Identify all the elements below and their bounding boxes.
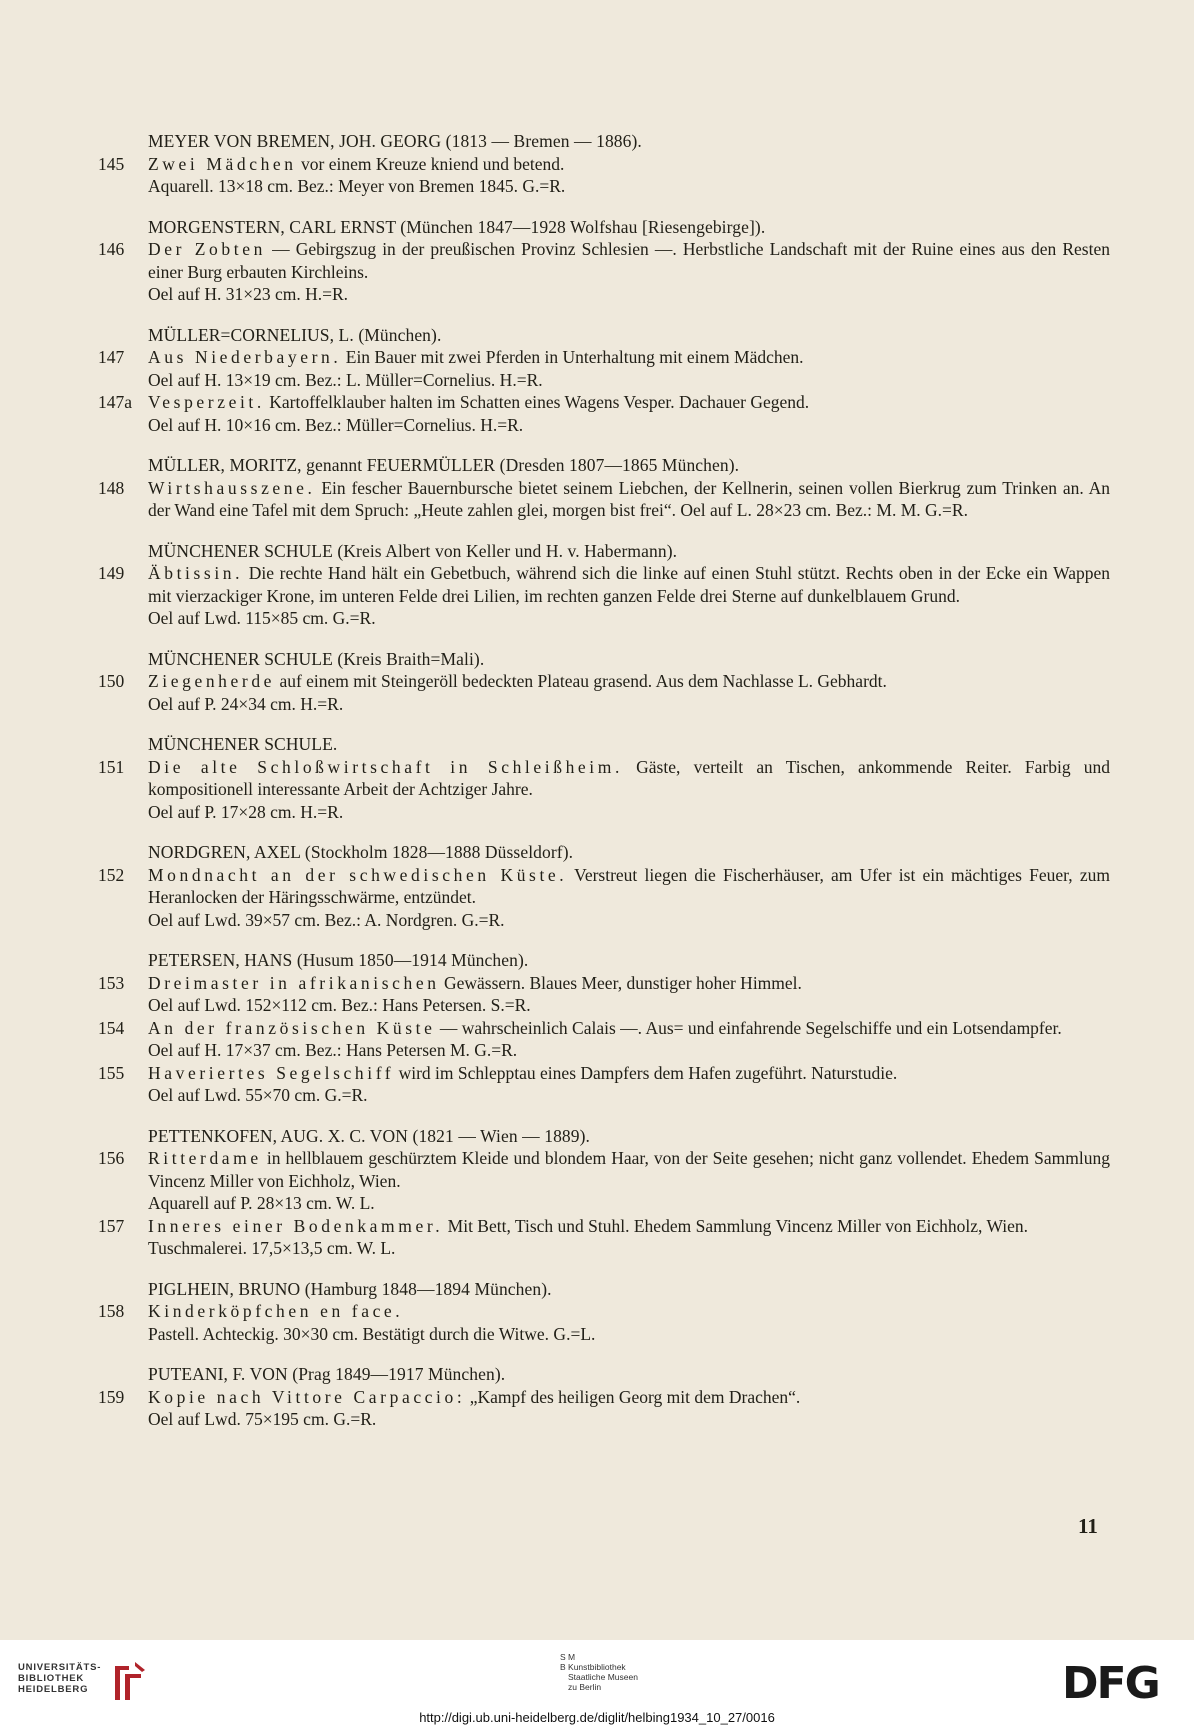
artist-info: (Kreis Braith=Mali). bbox=[337, 648, 485, 669]
lot-medium-line: Oel auf Lwd. 39×57 cm. Bez.: A. Nordgren. G.=R. bbox=[148, 909, 505, 930]
artist-name: MEYER VON BREMEN, JOH. GEORG bbox=[148, 131, 442, 151]
artist-heading bbox=[98, 841, 1110, 864]
lot-medium-line: Oel auf P. 24×34 cm. H.=R. bbox=[148, 693, 344, 714]
artist-heading bbox=[98, 130, 1110, 153]
artist-heading bbox=[98, 949, 1110, 972]
lot-title: Der Zobten bbox=[148, 239, 266, 259]
dfg-logo[interactable]: DFG bbox=[1062, 1658, 1159, 1709]
smb-line: Staatliche Museen bbox=[568, 1672, 638, 1682]
lot-number: 154 bbox=[98, 1017, 125, 1038]
catalog-entry bbox=[98, 562, 1110, 630]
lot-number: 157 bbox=[98, 1215, 125, 1236]
lot-text: Gäste, verteilt an Tischen, ankommende Reiter. Farbig und kompositionell interessante Arbeit der Achtziger Jahre. bbox=[148, 756, 1111, 799]
lot-title: Kinderköpfchen en face. bbox=[148, 1301, 404, 1321]
lot-text: auf einem mit Steingeröll bedeckten Plateau grasend. Aus dem Nachlasse L. Gebhardt. bbox=[279, 671, 887, 691]
catalog-entry bbox=[98, 1300, 1110, 1345]
lot-number: 146 bbox=[98, 239, 125, 259]
catalog-entry bbox=[98, 238, 1110, 306]
lot-description bbox=[148, 238, 1110, 283]
lot-medium-line: Oel auf H. 10×16 cm. Bez.: Müller=Cornelius. H.=R. bbox=[148, 414, 524, 435]
artist-name: MÜLLER, MORITZ, bbox=[148, 455, 302, 475]
lot-description bbox=[148, 670, 1110, 693]
catalog-content bbox=[98, 130, 1110, 1431]
lot-text: wird im Schlepptau eines Dampfers dem Hafen zugeführt. Naturstudie. bbox=[398, 1062, 898, 1083]
artist-section bbox=[98, 540, 1110, 630]
catalog-entry bbox=[98, 1062, 1110, 1107]
lot-title: Vesperzeit. bbox=[148, 392, 265, 412]
catalog-entry bbox=[98, 153, 1110, 198]
source-url-link[interactable]: http://digi.ub.uni-heidelberg.de/diglit/helbing1934_10_27/0016 bbox=[419, 1710, 775, 1725]
lot-text: Gewässern. Blaues Meer, dunstiger hoher Himmel. bbox=[443, 972, 802, 993]
library-line: HEIDELBERG bbox=[18, 1684, 89, 1695]
lot-number: 158 bbox=[98, 1301, 125, 1321]
lot-text: — Gebirgszug in der preußischen Provinz Schlesien —. Herbstliche Landschaft mit der Ruine eines aus den Resten einer Burg erbauten Kirchleins. bbox=[148, 239, 1110, 282]
artist-section bbox=[98, 130, 1110, 198]
lot-number: 145 bbox=[98, 153, 125, 174]
artist-section bbox=[98, 324, 1110, 437]
lot-title: Wirtshausszene. bbox=[148, 477, 316, 498]
artist-heading bbox=[98, 1125, 1110, 1148]
lot-medium-line: Oel auf Lwd. 55×70 cm. G.=R. bbox=[148, 1085, 368, 1105]
artist-heading bbox=[98, 1363, 1110, 1386]
library-line: UNIVERSITÄTS- bbox=[18, 1662, 102, 1673]
artist-heading bbox=[98, 648, 1110, 671]
artist-heading bbox=[98, 324, 1110, 347]
artist-info: (München 1847—1928 Wolfshau [Riesengebirge]). bbox=[400, 216, 766, 237]
catalog-entry bbox=[98, 477, 1110, 522]
lot-number: 155 bbox=[98, 1062, 125, 1083]
artist-section bbox=[98, 454, 1110, 522]
smb-kunstbibliothek-logo[interactable] bbox=[560, 1652, 638, 1692]
lot-description bbox=[148, 1386, 1110, 1409]
lot-title: Ziegenherde bbox=[148, 671, 276, 691]
library-logo-icon bbox=[111, 1660, 147, 1704]
lot-number: 156 bbox=[98, 1148, 125, 1168]
lot-text: Kartoffelklauber halten im Schatten eines Wagens Vesper. Dachauer Gegend. bbox=[269, 392, 810, 412]
lot-text: Mit Bett, Tisch und Stuhl. Ehedem Sammlung Vincenz Miller von Eichholz, Wien. bbox=[447, 1215, 1029, 1236]
library-line: BIBLIOTHEK bbox=[18, 1673, 85, 1684]
artist-info: genannt FEUERMÜLLER (Dresden 1807—1865 München). bbox=[306, 455, 740, 475]
university-library-logo[interactable] bbox=[18, 1662, 148, 1706]
footer-bar bbox=[0, 1640, 1194, 1726]
artist-heading bbox=[98, 733, 1110, 756]
artist-info: (Kreis Albert von Keller und H. v. Habermann). bbox=[337, 540, 678, 561]
artist-info: (Hamburg 1848—1894 München). bbox=[304, 1278, 552, 1299]
artist-name: PIGLHEIN, BRUNO bbox=[148, 1278, 301, 1299]
artist-info: (Husum 1850—1914 München). bbox=[296, 950, 529, 970]
artist-section bbox=[98, 949, 1110, 1107]
catalog-entry bbox=[98, 756, 1110, 824]
artist-info: (1821 — Wien — 1889). bbox=[412, 1125, 591, 1146]
page-number: 11 bbox=[1078, 1514, 1098, 1538]
artist-info: (München). bbox=[358, 324, 442, 345]
catalog-entry bbox=[98, 1017, 1110, 1062]
lot-text: in hellblauem geschürztem Kleide und blondem Haar, von der Seite gesehen; nicht ganz vollendet. Ehedem Sammlung Vincenz Miller von Eichholz, Wien. bbox=[148, 1148, 1110, 1191]
lot-title: Ritterdame bbox=[148, 1148, 262, 1168]
lot-medium-line: Pastell. Achteckig. 30×30 cm. Bestätigt durch die Witwe. G.=L. bbox=[148, 1323, 596, 1344]
lot-text: Ein fescher Bauernbursche bietet seinem Liebchen, der Kellnerin, seinen vollen Bierkrug zum Trinken an. An der Wand eine Tafel mit dem Spruch: „Heute zahlen glei, morgen bist frei“. Oel auf L. 28×23 cm. Bez.: M. M. G.=R. bbox=[148, 477, 1110, 520]
lot-description bbox=[148, 153, 1110, 176]
catalog-entry bbox=[98, 1147, 1110, 1215]
lot-text: Die rechte Hand hält ein Gebetbuch, während sich die linke auf einen Stuhl stützt. Rechts oben in der Ecke ein Wappen mit vierzackiger Krone, im unteren Felde drei Lilien, im rechten ganzen Felde drei Sterne auf dunkelblauem Grund. bbox=[148, 563, 1110, 606]
artist-info: (1813 — Bremen — 1886). bbox=[445, 131, 642, 151]
smb-line: zu Berlin bbox=[568, 1682, 602, 1692]
lot-medium-line: Oel auf Lwd. 115×85 cm. G.=R. bbox=[148, 608, 376, 628]
artist-name: PETTENKOFEN, AUG. X. C. VON bbox=[148, 1125, 409, 1146]
artist-name: MORGENSTERN, CARL ERNST bbox=[148, 216, 396, 237]
lot-medium-line: Tuschmalerei. 17,5×13,5 cm. W. L. bbox=[148, 1238, 396, 1258]
catalog-entry bbox=[98, 391, 1110, 436]
artist-heading bbox=[98, 454, 1110, 477]
lot-number: 150 bbox=[98, 671, 125, 691]
lot-number: 147 bbox=[98, 347, 125, 367]
lot-title: Zwei Mädchen bbox=[148, 153, 297, 174]
lot-title: An der französischen Küste bbox=[148, 1017, 436, 1038]
lot-number: 152 bbox=[98, 864, 125, 885]
lot-number: 153 bbox=[98, 972, 125, 993]
lot-description bbox=[148, 1062, 1110, 1085]
catalog-entry bbox=[98, 864, 1110, 932]
artist-name: MÜNCHENER SCHULE bbox=[148, 648, 333, 669]
artist-heading bbox=[98, 1278, 1110, 1301]
lot-number: 147a bbox=[98, 392, 133, 412]
lot-medium-line: Oel auf H. 13×19 cm. Bez.: L. Müller=Cornelius. H.=R. bbox=[148, 369, 543, 390]
lot-title: Mondnacht an der schwedischen Küste. bbox=[148, 864, 568, 885]
catalog-entry bbox=[98, 1215, 1110, 1260]
artist-section bbox=[98, 733, 1110, 823]
artist-info: (Stockholm 1828—1888 Düsseldorf). bbox=[304, 842, 574, 862]
lot-text: Verstreut liegen die Fischerhäuser, am Ufer ist ein mächtiges Feuer, zum Heranlocken der Häringsschwärme, entzündet. bbox=[148, 864, 1110, 907]
artist-name: MÜLLER=CORNELIUS, L. bbox=[148, 324, 354, 345]
lot-description bbox=[148, 1147, 1110, 1192]
lot-description bbox=[148, 562, 1110, 607]
lot-title: Dreimaster in afrikanischen bbox=[148, 972, 440, 993]
smb-line: S M bbox=[560, 1652, 576, 1662]
artist-section bbox=[98, 841, 1110, 931]
lot-medium-line: Aquarell. 13×18 cm. Bez.: Meyer von Bremen 1845. G.=R. bbox=[148, 176, 566, 196]
artist-name: NORDGREN, AXEL bbox=[148, 842, 301, 862]
lot-title: Äbtissin. bbox=[148, 563, 244, 583]
artist-name: PETERSEN, HANS bbox=[148, 950, 293, 970]
lot-title: Aus Niederbayern. bbox=[148, 347, 342, 367]
lot-text: — wahrscheinlich Calais —. Aus= und einfahrende Segelschiffe und ein Lotsendampfer. bbox=[439, 1017, 1062, 1038]
artist-section bbox=[98, 648, 1110, 716]
catalog-entry bbox=[98, 972, 1110, 1017]
lot-title: Inneres einer Bodenkammer. bbox=[148, 1215, 444, 1236]
lot-description bbox=[148, 391, 1110, 414]
catalog-entry bbox=[98, 670, 1110, 715]
artist-section bbox=[98, 1363, 1110, 1431]
lot-text: „Kampf des heiligen Georg mit dem Drachen“. bbox=[469, 1386, 801, 1407]
artist-heading bbox=[98, 216, 1110, 239]
lot-description bbox=[148, 864, 1110, 909]
artist-section bbox=[98, 216, 1110, 306]
artist-section bbox=[98, 1278, 1110, 1346]
lot-title: Haveriertes Segelschiff bbox=[148, 1062, 395, 1083]
lot-medium-line: Aquarell auf P. 28×13 cm. W. L. bbox=[148, 1193, 375, 1213]
lot-description bbox=[148, 756, 1110, 801]
artist-heading bbox=[98, 540, 1110, 563]
lot-number: 148 bbox=[98, 477, 125, 498]
lot-number: 149 bbox=[98, 563, 125, 583]
lot-description bbox=[148, 477, 1110, 522]
artist-name: MÜNCHENER SCHULE bbox=[148, 540, 333, 561]
lot-description bbox=[148, 346, 1110, 369]
lot-description bbox=[148, 972, 1110, 995]
artist-name: MÜNCHENER SCHULE. bbox=[148, 734, 338, 754]
lot-description bbox=[148, 1215, 1110, 1238]
artist-name: PUTEANI, F. VON bbox=[148, 1364, 288, 1384]
lot-title: Kopie nach Vittore Carpaccio: bbox=[148, 1386, 466, 1407]
lot-medium-line: Oel auf Lwd. 75×195 cm. G.=R. bbox=[148, 1409, 377, 1429]
artist-section bbox=[98, 1125, 1110, 1260]
lot-medium-line: Oel auf P. 17×28 cm. H.=R. bbox=[148, 801, 344, 822]
lot-description bbox=[148, 1300, 1110, 1323]
lot-medium-line: Oel auf H. 31×23 cm. H.=R. bbox=[148, 284, 349, 304]
lot-text: vor einem Kreuze kniend und betend. bbox=[301, 153, 565, 174]
lot-number: 151 bbox=[98, 756, 125, 777]
lot-medium-line: Oel auf Lwd. 152×112 cm. Bez.: Hans Petersen. S.=R. bbox=[148, 995, 531, 1015]
lot-title: Die alte Schloßwirtschaft in Schleißheim. bbox=[148, 756, 623, 777]
lot-text: Ein Bauer mit zwei Pferden in Unterhaltung mit einem Mädchen. bbox=[345, 347, 804, 367]
catalog-entry bbox=[98, 346, 1110, 391]
lot-medium-line: Oel auf H. 17×37 cm. Bez.: Hans Petersen M. G.=R. bbox=[148, 1040, 518, 1060]
lot-number: 159 bbox=[98, 1386, 125, 1407]
artist-info: (Prag 1849—1917 München). bbox=[292, 1364, 506, 1384]
smb-line: B Kunstbibliothek bbox=[560, 1662, 626, 1672]
catalog-entry bbox=[98, 1386, 1110, 1431]
lot-description bbox=[148, 1017, 1110, 1040]
